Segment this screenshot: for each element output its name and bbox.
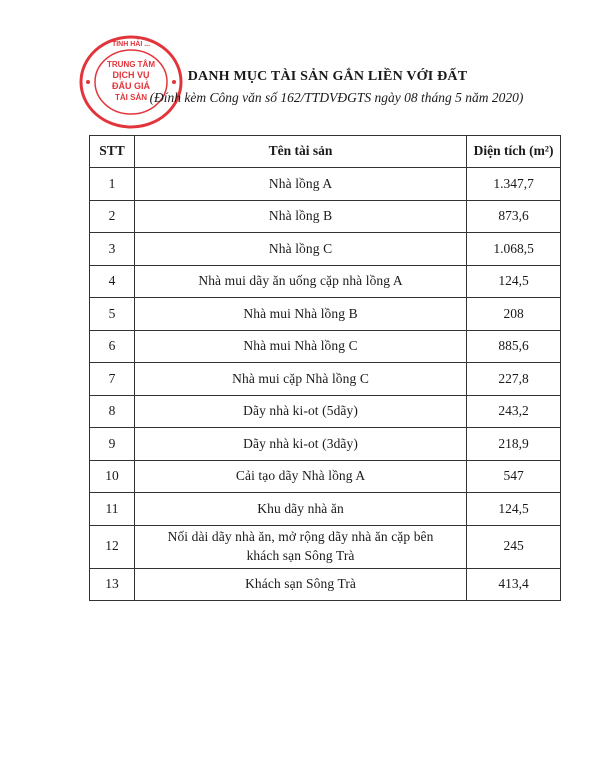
row-asset-name: Nhà lồng B [134,200,466,233]
row-stt: 1 [90,168,135,201]
row-area: 208 [467,298,561,331]
row-area: 124,5 [467,493,561,526]
row-stt: 5 [90,298,135,331]
stamp-line-1: TRUNG TÂM [107,60,155,69]
row-area: 124,5 [467,265,561,298]
row-asset-name: Nhà lồng C [134,233,466,266]
row-stt: 4 [90,265,135,298]
stamp-line-4: TÀI SẢN [115,93,147,102]
table-row [90,428,561,461]
stamp-line-3: ĐẤU GIÁ [112,81,150,91]
row-stt: 12 [90,525,135,568]
row-area: 547 [467,460,561,493]
row-area: 243,2 [467,395,561,428]
row-stt: 7 [90,363,135,396]
table-row [90,168,561,201]
document-subtitle: (Đính kèm Công văn số 162/TTDVĐGTS ngày 08 tháng 5 năm 2020) [149,90,524,105]
row-area: 873,6 [467,200,561,233]
row-stt: 6 [90,330,135,363]
row-area: 1.347,7 [467,168,561,201]
header-asset-name: Tên tài sản [134,136,466,168]
row-asset-name: Nhà mui Nhà lồng C [134,330,466,363]
row-stt: 10 [90,460,135,493]
table-row [90,568,561,601]
row-asset-name-line-1: Nối dài dãy nhà ăn, mở rộng dãy nhà ăn cặp bên [167,529,434,545]
row-stt: 8 [90,395,135,428]
table-row [90,298,561,331]
row-asset-name: Khách sạn Sông Trà [134,568,466,601]
row-asset-name: Dãy nhà ki-ot (5dãy) [134,395,466,428]
row-area: 413,4 [467,568,561,601]
row-asset-name: Nhà lồng A [134,168,466,201]
row-area: 227,8 [467,363,561,396]
stamp-line-2: DỊCH VỤ [112,70,150,80]
table-row [90,330,561,363]
table-row [90,493,561,526]
row-stt: 13 [90,568,135,601]
table-row [90,525,561,568]
table-row [90,200,561,233]
row-asset-name: Khu dãy nhà ăn [134,493,466,526]
table-row [90,395,561,428]
header-area: Diện tích (m²) [467,136,561,168]
row-asset-name: Dãy nhà ki-ot (3dãy) [134,428,466,461]
table-row [90,265,561,298]
row-area: 245 [467,525,561,568]
row-stt: 9 [90,428,135,461]
row-asset-name: Cải tạo dãy Nhà lồng A [134,460,466,493]
table-header-row [90,136,561,168]
row-asset-name-line-2: khách sạn Sông Trà [246,547,355,563]
table-row [90,460,561,493]
table-row [90,363,561,396]
row-stt: 3 [90,233,135,266]
table-row [90,233,561,266]
row-asset-name [134,525,466,568]
row-area: 885,6 [467,330,561,363]
header-stt: STT [90,136,135,168]
row-stt: 11 [90,493,135,526]
document-title: DANH MỤC TÀI SẢN GẮN LIỀN VỚI ĐẤT [187,69,468,84]
row-area: 1.068,5 [467,233,561,266]
row-asset-name: Nhà mui cặp Nhà lồng C [134,363,466,396]
row-area: 218,9 [467,428,561,461]
row-asset-name: Nhà mui dãy ăn uống cặp nhà lồng A [134,265,466,298]
row-asset-name: Nhà mui Nhà lồng B [134,298,466,331]
row-stt: 2 [90,200,135,233]
stamp-ring-text: TỈNH HẢI ... [111,41,151,48]
asset-table [89,135,561,601]
